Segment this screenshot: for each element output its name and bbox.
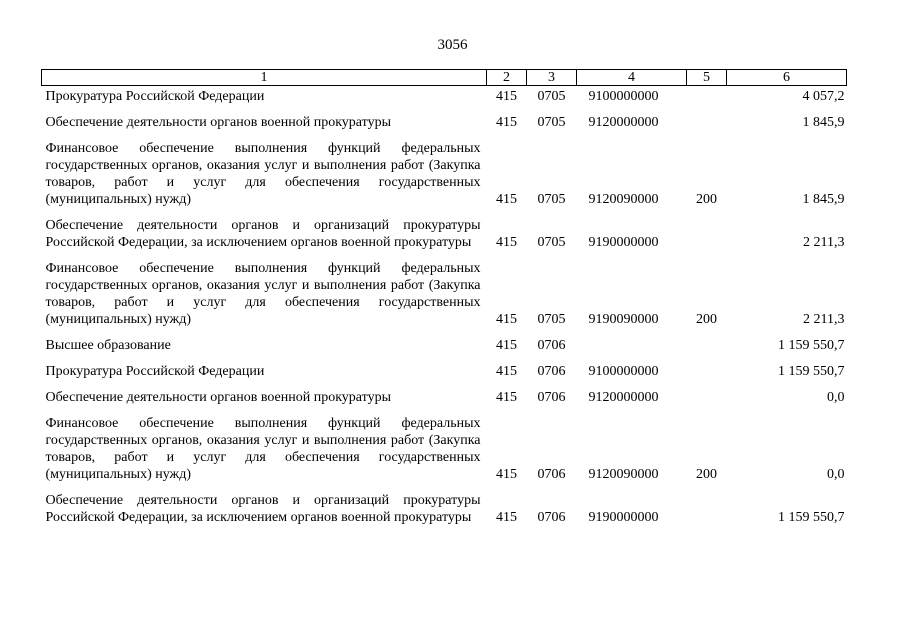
table-row	[42, 363, 847, 389]
row-cell-c4: 9100000000	[588, 364, 659, 379]
row-cell-c6: 1 845,9	[802, 192, 845, 207]
row-cell-c2: 415	[496, 89, 517, 104]
page-number: 3056	[437, 37, 468, 53]
row-cell-c6: 1 845,9	[802, 115, 845, 130]
row-cell-c5	[687, 492, 727, 535]
row-cell-c5	[687, 86, 727, 115]
table-row	[42, 140, 847, 217]
row-name-cell: Обеспечение деятельности органов военной прокуратуры	[45, 115, 392, 130]
row-cell-c3: 0705	[537, 312, 566, 327]
column-header-5: 5	[687, 70, 727, 86]
row-cell-c4: 9120090000	[588, 192, 659, 207]
row-cell-c2: 415	[496, 192, 517, 207]
table-row	[42, 337, 847, 363]
row-cell-c2: 415	[496, 338, 517, 353]
row-cell-c3: 0705	[537, 115, 566, 130]
row-cell-c2: 415	[496, 467, 517, 482]
table-row	[42, 415, 847, 492]
row-cell-c3: 0706	[537, 510, 566, 525]
row-cell-c4	[577, 337, 687, 363]
column-header-2: 2	[487, 70, 527, 86]
row-cell-c5: 200	[696, 467, 717, 482]
row-cell-c6: 4 057,2	[802, 89, 845, 104]
row-cell-c4: 9120000000	[588, 390, 659, 405]
table-row	[42, 260, 847, 337]
row-cell-c2: 415	[496, 364, 517, 379]
row-cell-c2: 415	[496, 312, 517, 327]
row-name-cell: Финансовое обеспечение выполнения функций федеральных государственных органов, оказания услуг и выполнения работ (Закупка товаров, работ и услуг для обеспечения государственных (муниципальных) нужд)	[45, 141, 481, 207]
row-cell-c6: 1 159 550,7	[778, 364, 845, 379]
row-cell-c5	[687, 337, 727, 363]
row-cell-c6: 1 159 550,7	[778, 510, 845, 525]
table-row	[42, 217, 847, 260]
row-cell-c4: 9190000000	[588, 235, 659, 250]
row-cell-c5	[687, 217, 727, 260]
row-cell-c4: 9120000000	[588, 115, 659, 130]
row-name-cell: Высшее образование	[45, 338, 171, 353]
row-cell-c2: 415	[496, 115, 517, 130]
column-header-4: 4	[577, 70, 687, 86]
row-cell-c5: 200	[696, 312, 717, 327]
table-header-row	[42, 70, 847, 86]
row-cell-c5	[687, 363, 727, 389]
row-name-cell: Обеспечение деятельности органов и организаций прокуратуры Российской Федерации, за исключением органов военной прокуратуры	[45, 218, 481, 250]
row-cell-c2: 415	[496, 235, 517, 250]
table-row	[42, 114, 847, 140]
row-name-cell: Финансовое обеспечение выполнения функций федеральных государственных органов, оказания услуг и выполнения работ (Закупка товаров, работ и услуг для обеспечения государственных (муниципальных) нужд)	[45, 416, 481, 482]
row-cell-c3: 0706	[537, 467, 566, 482]
row-name-cell: Финансовое обеспечение выполнения функций федеральных государственных органов, оказания услуг и выполнения работ (Закупка товаров, работ и услуг для обеспечения государственных (муниципальных) нужд)	[45, 261, 481, 327]
row-cell-c3: 0705	[537, 235, 566, 250]
row-cell-c6: 0,0	[827, 467, 845, 482]
row-cell-c2: 415	[496, 390, 517, 405]
table-row	[42, 492, 847, 535]
row-cell-c3: 0706	[537, 338, 566, 353]
row-cell-c6: 1 159 550,7	[778, 338, 845, 353]
row-name-cell: Обеспечение деятельности органов и организаций прокуратуры Российской Федерации, за исключением органов военной прокуратуры	[45, 493, 481, 525]
row-name-cell: Обеспечение деятельности органов военной прокуратуры	[45, 390, 392, 405]
row-cell-c5: 200	[696, 192, 717, 207]
row-cell-c2: 415	[496, 510, 517, 525]
row-cell-c3: 0705	[537, 89, 566, 104]
table-row	[42, 86, 847, 115]
row-cell-c4: 9120090000	[588, 467, 659, 482]
row-cell-c3: 0706	[537, 390, 566, 405]
row-cell-c5	[687, 114, 727, 140]
table-row	[42, 389, 847, 415]
row-name-cell: Прокуратура Российской Федерации	[45, 364, 265, 379]
row-cell-c4: 9190000000	[588, 510, 659, 525]
row-name-cell: Прокуратура Российской Федерации	[45, 89, 265, 104]
row-cell-c6: 2 211,3	[803, 235, 845, 250]
row-cell-c6: 2 211,3	[803, 312, 845, 327]
row-cell-c4: 9100000000	[588, 89, 659, 104]
budget-table	[41, 69, 847, 535]
row-cell-c4: 9190090000	[588, 312, 659, 327]
row-cell-c5	[687, 389, 727, 415]
row-cell-c3: 0705	[537, 192, 566, 207]
column-header-6: 6	[727, 70, 847, 86]
column-header-1: 1	[42, 70, 487, 86]
row-cell-c6: 0,0	[827, 390, 845, 405]
column-header-3: 3	[527, 70, 577, 86]
row-cell-c3: 0706	[537, 364, 566, 379]
